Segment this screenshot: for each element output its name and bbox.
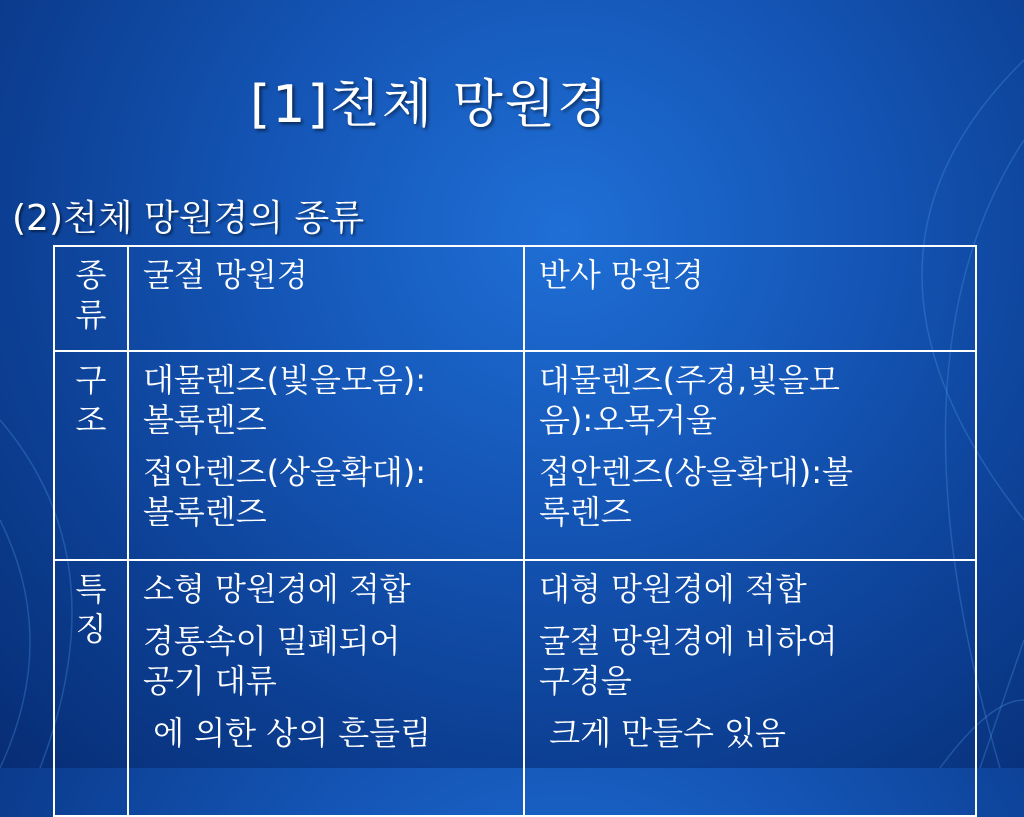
reflecting-telescope-header — [524, 246, 976, 351]
table-row-features — [54, 560, 976, 816]
refracting-structure-cell — [128, 351, 524, 560]
row-label-line: 종 — [75, 256, 107, 294]
row-label-structure — [54, 351, 128, 560]
cell-text: 소형 망원경에 적합 — [143, 570, 411, 608]
paragraph — [539, 452, 961, 532]
cell-text: 반사 망원경 — [539, 256, 704, 294]
cell-text: 굴절 망원경에 비하여 — [539, 622, 838, 660]
row-label-line: 류 — [75, 296, 107, 334]
cell-text: 볼록렌즈 — [143, 493, 267, 531]
cell-text: 음):오목거울 — [539, 401, 717, 439]
table-row-type — [54, 246, 976, 351]
cell-text: 접안렌즈(상을확대):볼 — [539, 453, 853, 491]
paragraph — [143, 452, 509, 532]
cell-text: 대물렌즈(주경,빛을모 — [539, 361, 840, 399]
slide-subtitle: (2)천체 망원경의 종류 — [12, 198, 365, 239]
cell-text: 접안렌즈(상을확대): — [143, 453, 427, 491]
cell-text: 볼록렌즈 — [143, 401, 267, 439]
row-label-line: 특 — [75, 570, 107, 608]
reflecting-features-cell — [524, 560, 976, 816]
reflecting-structure-cell — [524, 351, 976, 560]
paragraph — [143, 621, 509, 701]
cell-text: 구경을 — [539, 662, 632, 700]
refracting-features-cell — [128, 560, 524, 816]
row-label-line: 조 — [75, 401, 107, 439]
cell-text: 굴절 망원경 — [143, 256, 308, 294]
cell-text: 경통속이 밀폐되어 — [143, 622, 401, 660]
paragraph — [143, 360, 509, 440]
cell-text: 록렌즈 — [539, 493, 632, 531]
paragraph — [539, 621, 961, 701]
paragraph — [539, 360, 961, 440]
row-label-type — [54, 246, 128, 351]
paragraph — [539, 569, 961, 609]
cell-text: 크게 만들수 있음 — [539, 714, 786, 752]
paragraph — [143, 713, 509, 753]
slide-title: [1]천체 망원경 — [250, 75, 610, 135]
cell-text: 대형 망원경에 적합 — [539, 570, 807, 608]
telescope-types-table — [53, 245, 977, 817]
paragraph — [143, 569, 509, 609]
row-label-features — [54, 560, 128, 816]
row-label-line: 징 — [75, 610, 107, 648]
refracting-telescope-header — [128, 246, 524, 351]
table-row-structure — [54, 351, 976, 560]
cell-text: 에 의한 상의 흔들림 — [143, 714, 431, 752]
cell-text: 대물렌즈(빛을모음): — [143, 361, 427, 399]
cell-text: 공기 대류 — [143, 662, 277, 700]
row-label-line: 구 — [75, 361, 107, 399]
paragraph — [539, 713, 961, 753]
